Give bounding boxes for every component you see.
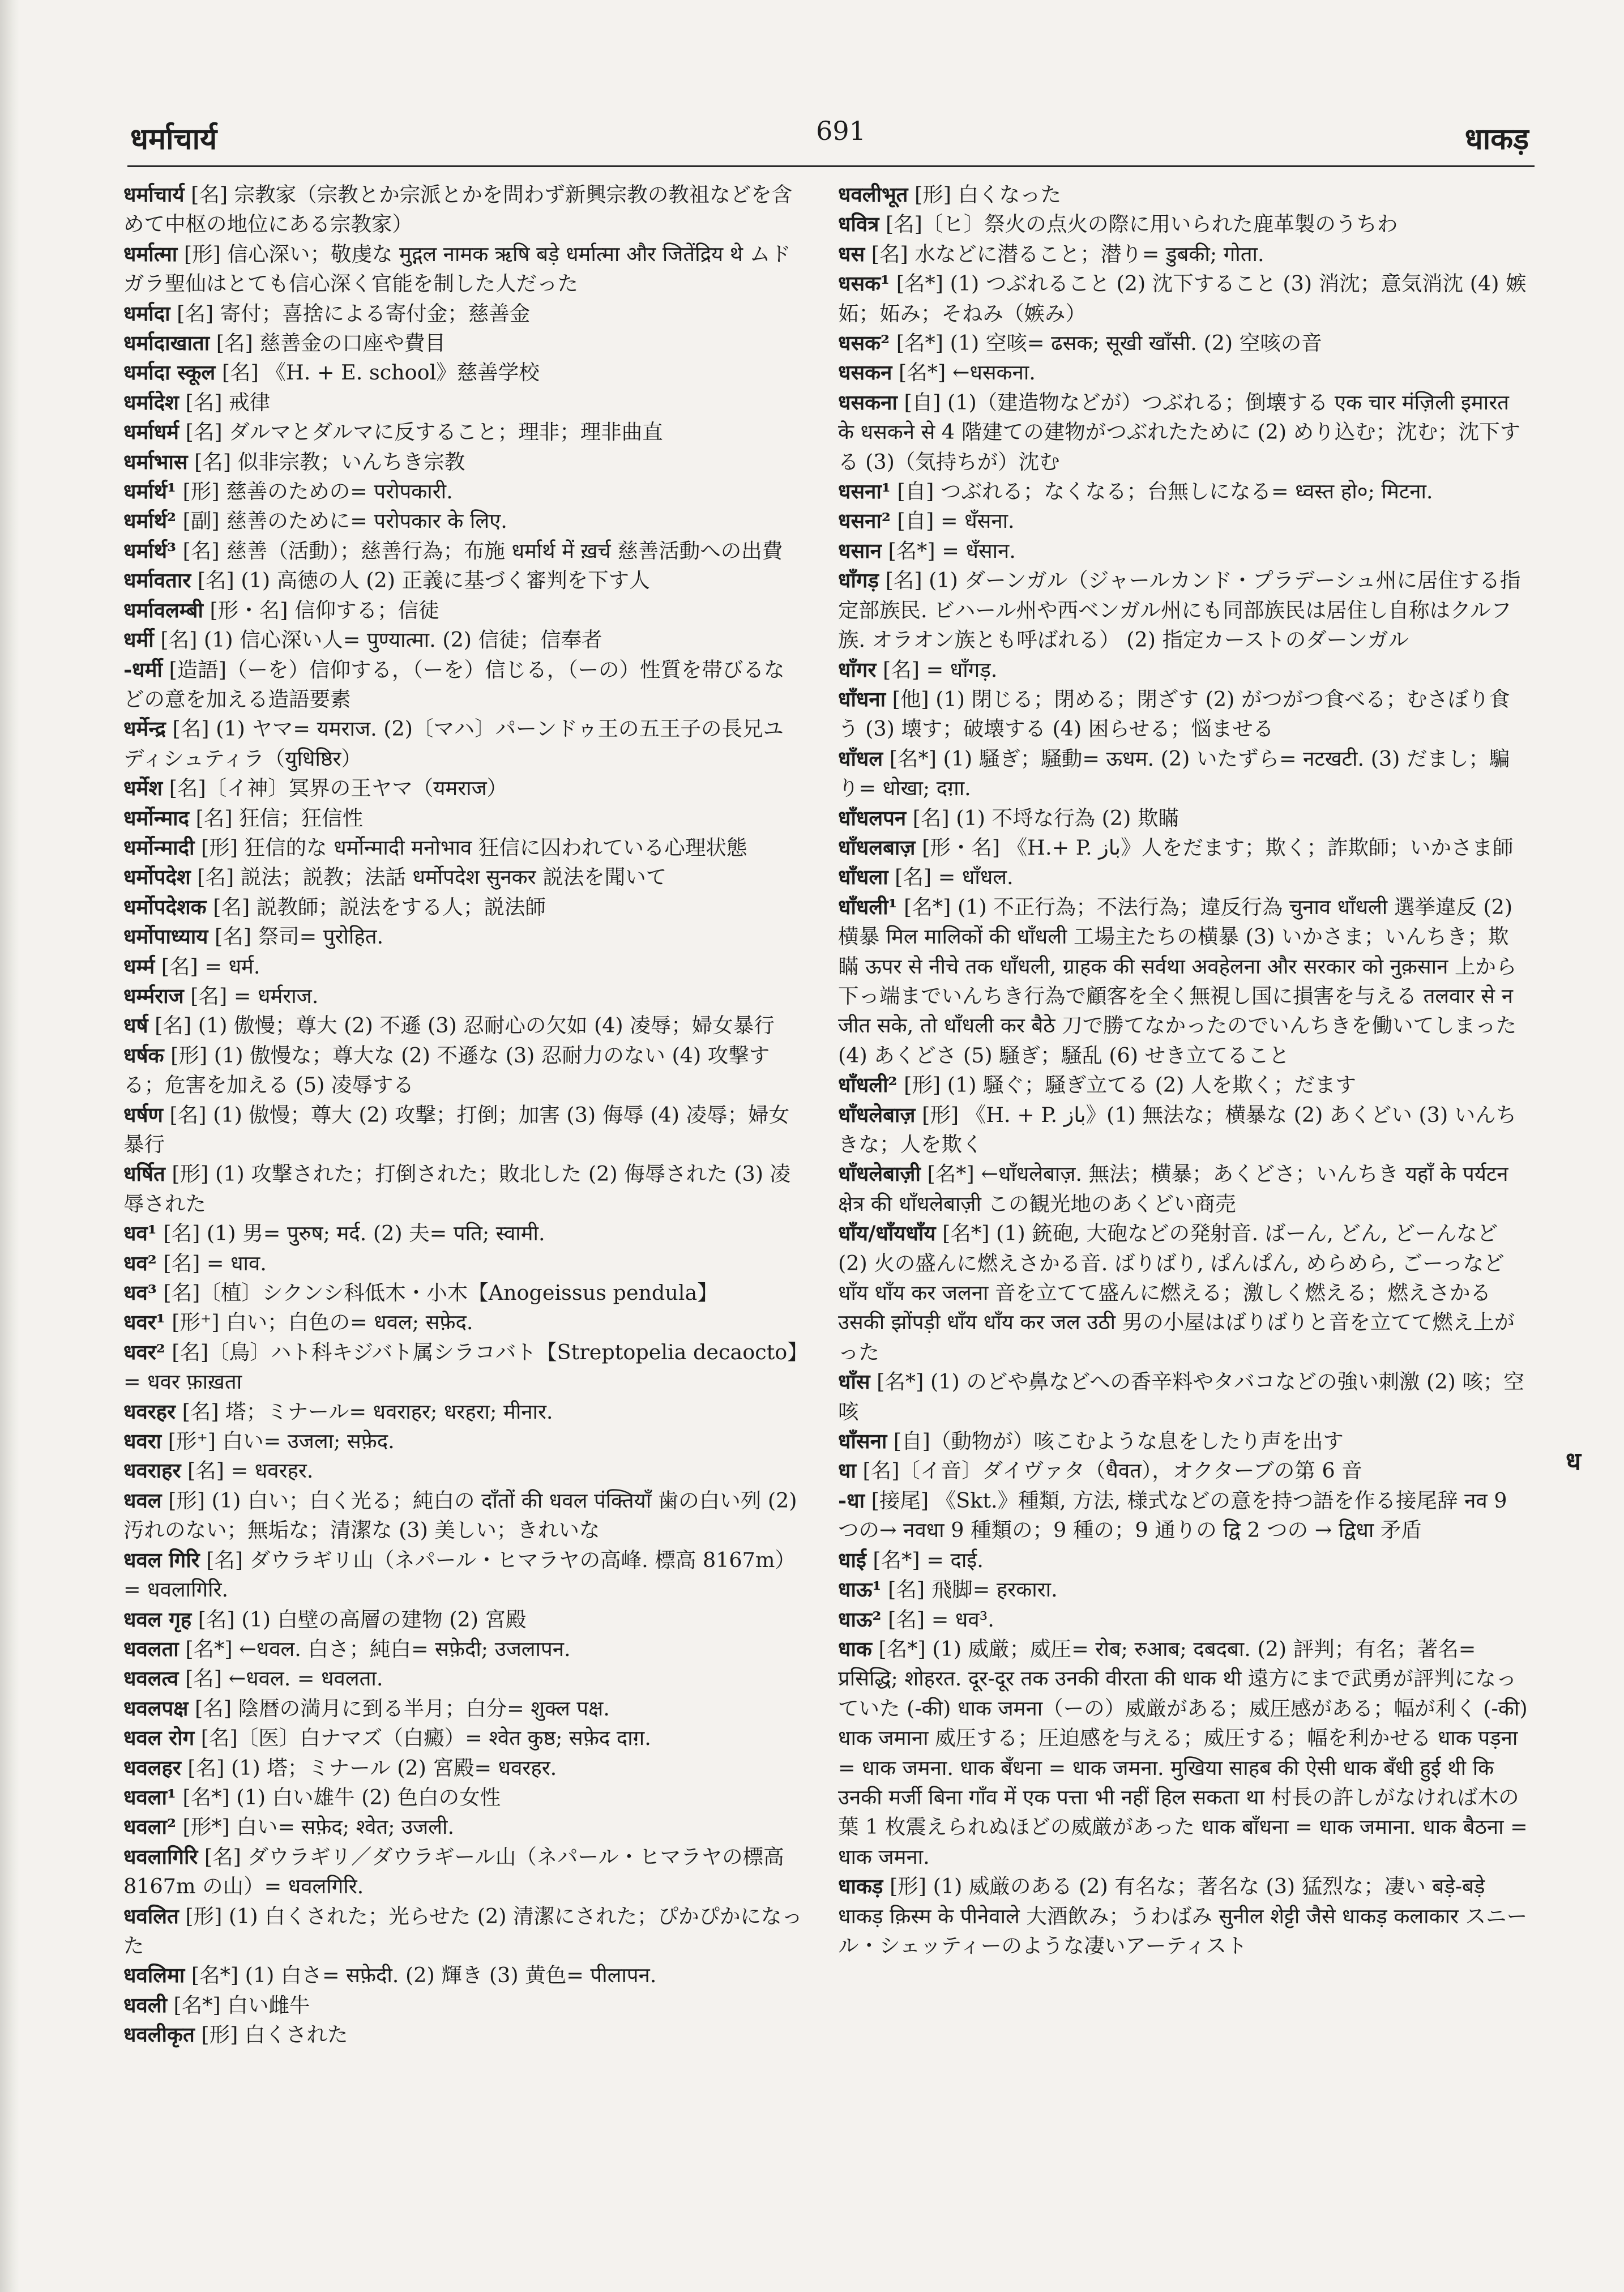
scan-edge bbox=[0, 0, 19, 2292]
entry-headword: धर्मार्थ¹ bbox=[123, 479, 177, 504]
dictionary-entry bbox=[838, 180, 1529, 210]
entry-definition: [自] = धँसना. bbox=[890, 509, 1015, 533]
entry-definition: [名*] ←धसकना. bbox=[892, 360, 1036, 385]
entry-definition: [自] つぶれる；なくなる；台無しになる= ध्वस्त हो०; मिटना. bbox=[890, 479, 1433, 504]
dictionary-entry bbox=[838, 1100, 1529, 1160]
entry-headword: धव² bbox=[123, 1250, 157, 1275]
entry-definition: [名] 祭司= पुरोहित. bbox=[208, 924, 384, 949]
dictionary-entry bbox=[838, 1367, 1529, 1427]
entry-headword: धवलता bbox=[123, 1636, 179, 1661]
entry-headword: धर्मार्थ³ bbox=[123, 538, 177, 563]
dictionary-entry bbox=[123, 714, 803, 774]
dictionary-entry bbox=[123, 596, 803, 625]
entry-definition: [名] ダルマとダルマに反すること；理非；理非曲直 bbox=[179, 420, 663, 445]
entry-definition: [名*] ←धवल. 白さ；純白= सफ़ेदी; उजलापन. bbox=[178, 1636, 571, 1661]
entry-definition: [自]（動物が）咳こむような息をしたり声を出す bbox=[887, 1429, 1344, 1454]
entry-headword: धर्मोपाध्याय bbox=[123, 924, 208, 949]
entry-headword: धवल गृह bbox=[123, 1607, 192, 1632]
entry-headword: धसान bbox=[838, 538, 882, 563]
entry-headword: धवल गिरि bbox=[123, 1547, 200, 1572]
dictionary-entry bbox=[123, 1991, 803, 2020]
dictionary-entry bbox=[838, 240, 1529, 269]
dictionary-entry bbox=[838, 1456, 1529, 1486]
entry-definition: [名] ←धवल. = धवलता. bbox=[178, 1666, 383, 1691]
entry-definition: [形] (1) 白くされた；光らせた (2) 清潔にされた；ぴかぴかになった bbox=[123, 1903, 803, 1958]
entry-headword: धवली bbox=[123, 1992, 167, 2017]
entry-definition: [名] 慈善金の口座や費目 bbox=[210, 331, 446, 356]
entry-headword: धर्म्मराज bbox=[123, 983, 184, 1008]
entry-definition: [名] = धर्मराज. bbox=[183, 983, 319, 1008]
entry-headword: धर्मादा bbox=[123, 301, 170, 326]
entry-headword: धाऊ¹ bbox=[838, 1577, 882, 1602]
entry-definition: [名] 説教師；説法をする人；説法師 bbox=[206, 894, 546, 919]
header-rule bbox=[127, 165, 1535, 167]
entry-headword: धाँधली¹ bbox=[838, 894, 898, 919]
entry-definition: [名] (1) 不埒な行為 (2) 欺瞞 bbox=[906, 805, 1179, 830]
entry-definition: [名]〔イ音〕ダイヴァタ（धैवत），オクターブの第 6 音 bbox=[856, 1458, 1362, 1483]
entry-headword: धर्मोन्माद bbox=[123, 805, 189, 830]
entry-definition: [名] 《H. + E. school》慈善学校 bbox=[215, 360, 540, 385]
entry-definition: [名*] (1) 白い雄牛 (2) 色白の女性 bbox=[176, 1785, 501, 1809]
entry-headword: धसक¹ bbox=[838, 271, 890, 296]
dictionary-entry bbox=[123, 1397, 803, 1427]
dictionary-entry bbox=[838, 328, 1529, 358]
left-running-headword: धर्माचार्य bbox=[130, 122, 217, 156]
dictionary-entry bbox=[123, 1338, 803, 1397]
entry-headword: धवरहर bbox=[123, 1399, 176, 1424]
entry-definition: [名] 戒律 bbox=[178, 390, 271, 415]
entry-headword: धर्षक bbox=[123, 1043, 164, 1068]
thumb-index: ध bbox=[1566, 1447, 1582, 1476]
entry-definition: [形⁺] 白い= उजला; सफ़ेद. bbox=[161, 1429, 395, 1454]
dictionary-entry bbox=[838, 833, 1529, 863]
dictionary-entry bbox=[838, 566, 1529, 655]
dictionary-entry bbox=[123, 358, 803, 387]
entry-headword: धव¹ bbox=[123, 1221, 157, 1246]
entry-definition: [名*] (1) 白さ= सफ़ेदी. (2) 輝き (3) 黄色= पीलापन. bbox=[185, 1963, 657, 1988]
entry-headword: धर्मावतार bbox=[123, 568, 191, 593]
dictionary-entry bbox=[123, 506, 803, 536]
entry-headword: धाकड़ bbox=[838, 1874, 883, 1899]
entry-headword: धवर¹ bbox=[123, 1310, 165, 1335]
entry-definition: [形] (1) 攻撃された；打倒された；敗北した (2) 侮辱された (3) 凌辱された bbox=[123, 1162, 791, 1216]
entry-headword: धवला² bbox=[123, 1815, 176, 1839]
dictionary-entry bbox=[123, 625, 803, 655]
entry-headword: धर्ष bbox=[123, 1013, 148, 1038]
entry-headword: धवल रोग bbox=[123, 1726, 195, 1751]
entry-headword: धर्मादा स्कूल bbox=[123, 360, 216, 385]
entry-definition: [形・名] 《H.+ P. باز》人をだます；欺く；詐欺師；いかさま師 bbox=[915, 835, 1514, 860]
entry-definition: [名] 宗教家（宗教とか宗派とかを問わず新興宗教の教祖などを含めて中枢の地位にある宗教家） bbox=[123, 182, 793, 237]
entry-definition: [名] 似非宗教；いんちき宗教 bbox=[187, 449, 465, 474]
entry-definition: [名*] 白い雌牛 bbox=[166, 1992, 310, 2017]
entry-headword: धाँधलपन bbox=[838, 805, 907, 830]
entry-definition: [名] 狂信；狂信性 bbox=[189, 805, 364, 830]
entry-definition: [名*] (1) 不正行為；不法行為；違反行為 चुनाव धाँधली 選挙違反 (2) 横暴 मिल मालिकों की धाँधली 工場主たちの横暴 (3) いかさま；いんちき；欺瞞 ऊपर से नीचे तक धाँधली, ग्राहक की सर्वथा अवहेलना और सरकार को नुक़सान 上から下っ端までいんちき行為で顧客を全く無視し国に損害を与える तलवार से न जीत सके, तो धाँधली कर बैठे 刀で勝てなかったのでいんちきを働いてしまった (4) あくどさ (5) 騒ぎ；騒乱 (6) せき立てること bbox=[838, 894, 1517, 1068]
entry-definition: [名] (1) 傲慢；尊大 (2) 攻撃；打倒；加害 (3) 侮辱 (4) 凌辱；婦女暴行 bbox=[123, 1102, 790, 1156]
entry-definition: [形] 《H. + P. باز》(1) 無法な；横暴な (2) あくどい (3) いんちきな；人を欺く bbox=[838, 1102, 1517, 1156]
entry-headword: धवलिमा bbox=[123, 1963, 185, 1988]
dictionary-entry bbox=[123, 1249, 803, 1278]
dictionary-entry bbox=[123, 1219, 803, 1248]
dictionary-entry bbox=[123, 1961, 803, 1990]
entry-definition: [名*] ←धाँधलेबाज़. 無法；横暴；あくどさ；いんちき यहाँ के पर्यटन क्षेत्र की धाँधलेबाज़ी この観光地のあくどい商売 bbox=[838, 1162, 1508, 1216]
entry-definition: [名*] (1) 銃砲, 大砲などの発射音. ばーん, どん, どーんなど (2) 火の盛んに燃えさかる音. ばりばり, ぱんぱん, めらめら, ごーっなど धाँय धाँय कर जलना 音を立てて盛んに燃える；激しく燃える；燃えさかる उसकी झोंपड़ी धाँय धाँय कर जल उठी 男の小屋はばりばりと音を立てて燃え上がった bbox=[838, 1221, 1515, 1364]
entry-definition: [名*] (1) のどや鼻などへの香辛料やタバコなどの強い刺激 (2) 咳；空咳 bbox=[838, 1369, 1524, 1424]
dictionary-entry bbox=[838, 1634, 1529, 1872]
dictionary-entry bbox=[123, 1902, 803, 1961]
entry-definition: [形*] 白い= सफ़ेद; श्वेत; उजली. bbox=[176, 1815, 455, 1839]
dictionary-entry bbox=[123, 1278, 803, 1308]
entry-headword: धसना¹ bbox=[838, 479, 891, 504]
dictionary-entry bbox=[123, 833, 803, 863]
dictionary-entry bbox=[123, 1842, 803, 1902]
entry-definition: [名] (1) 男= पुरुष; मर्द. (2) 夫= पति; स्वामी. bbox=[156, 1221, 545, 1246]
entry-definition: [形] 信心深い；敬虔な मुद्गल नामक ऋषि बड़े धर्मात्मा और जितेंद्रिय थे ムドガラ聖仙はとても信心深く官能を制した人だった bbox=[123, 241, 791, 296]
entry-headword: धर्मावलम्बी bbox=[123, 597, 203, 622]
entry-headword: धस bbox=[838, 241, 865, 266]
entry-definition: [名] ダウラギリ山（ネパール・ヒマラヤの高峰. 標高 8167m）= धवलागिरि. bbox=[123, 1547, 796, 1602]
dictionary-entry bbox=[123, 1011, 803, 1040]
entry-definition: [名] (1) 高徳の人 (2) 正義に基づく審判を下す人 bbox=[191, 568, 650, 593]
entry-definition: [名] = धव³. bbox=[881, 1607, 994, 1632]
entry-headword: धवराहर bbox=[123, 1458, 181, 1483]
dictionary-entry bbox=[123, 536, 803, 566]
page-header bbox=[130, 108, 1529, 159]
entry-definition: [形] 白くされた bbox=[194, 2022, 348, 2047]
entry-definition: [形] (1) 威厳のある (2) 有名な；著名な (3) 猛烈な；凄い बड़े-बड़े धाकड़ क़िस्म के पीनेवाले 大酒飲み；うわばみ सुनील शेट्टी जैसे धाकड़ कलाकार スニール・シェッティーのような凄いアーティスト bbox=[838, 1874, 1528, 1958]
entry-headword: धर्षण bbox=[123, 1102, 163, 1127]
entry-definition: [名] (1) ヤマ= यमराज. (2)〔マハ〕パーンドゥ王の五王子の長兄ユディシュティラ（युधिष्ठिर） bbox=[123, 716, 784, 771]
entry-definition: [形] (1) 騒ぐ；騒ぎ立てる (2) 人を欺く；だます bbox=[897, 1073, 1356, 1098]
dictionary-entry bbox=[123, 1634, 803, 1664]
entry-headword: धव³ bbox=[123, 1281, 157, 1305]
entry-headword: धाँगड़ bbox=[838, 568, 879, 593]
entry-headword: -धा bbox=[838, 1488, 865, 1513]
entry-definition: [名] (1) 塔；ミナール (2) 宮殿= धवरहर. bbox=[181, 1755, 557, 1780]
dictionary-entry bbox=[838, 1605, 1529, 1634]
dictionary-entry bbox=[123, 477, 803, 506]
entry-headword: धर्मार्थ² bbox=[123, 509, 177, 533]
dictionary-entry bbox=[838, 1486, 1529, 1546]
entry-headword: धवलहर bbox=[123, 1755, 181, 1780]
entry-headword: धवलित bbox=[123, 1903, 179, 1928]
entry-definition: [名]〔鳥〕ハト科キジバト属シラコバト【Streptopelia decaocto】= धवर फ़ाख़ता bbox=[123, 1339, 798, 1394]
dictionary-entry bbox=[123, 1486, 803, 1546]
entry-headword: धर्माभास bbox=[123, 449, 188, 474]
entry-headword: धवल bbox=[123, 1488, 162, 1513]
entry-headword: धर्मी bbox=[123, 628, 154, 652]
entry-definition: [名] = धाँगड़. bbox=[876, 657, 998, 682]
dictionary-entry bbox=[123, 1427, 803, 1456]
entry-headword: धाँसना bbox=[838, 1429, 887, 1454]
entry-definition: [形] 狂信的な धर्मोन्मादी मनोभाव 狂信に囚われている心理状態 bbox=[194, 835, 747, 860]
entry-headword: धर्मोपदेश bbox=[123, 865, 191, 890]
entry-definition: [接尾] 《Skt.》種類, 方法, 様式などの意を持つ語を作る接尾辞 नव 9 つの→ नवधा 9 種類の；9 種の；9 通りの द्वि 2 つの → द्विधा 矛盾 bbox=[838, 1488, 1507, 1543]
entry-headword: धर्मादेश bbox=[123, 390, 179, 415]
entry-headword: धाँधलेबाज़ी bbox=[838, 1162, 921, 1186]
dictionary-entry bbox=[838, 1575, 1529, 1604]
entry-definition: [名] (1) ダーンガル（ジャールカンド・プラデーシュ州に居住する指定部族民. ビハール州や西ベンガル州にも同部族民は居住し自称はクルフ族. オラオン族とも呼ばれる） (2) 指定カーストのダーンガル bbox=[838, 568, 1521, 652]
entry-headword: धाँधला bbox=[838, 865, 888, 890]
dictionary-entry bbox=[123, 1456, 803, 1486]
dictionary-entry bbox=[123, 1694, 803, 1723]
dictionary-entry bbox=[123, 566, 803, 595]
dictionary-entry bbox=[838, 210, 1529, 239]
dictionary-entry bbox=[838, 506, 1529, 536]
entry-definition: [名] = धवरहर. bbox=[181, 1458, 314, 1483]
dictionary-entry bbox=[123, 952, 803, 981]
entry-definition: [名*] (1) 空咳= ढसक; सूखी खाँसी. (2) 空咳の音 bbox=[890, 331, 1322, 356]
dictionary-entry bbox=[838, 1427, 1529, 1456]
entry-headword: धवलपक्ष bbox=[123, 1696, 189, 1721]
entry-definition: [名*] = दाई. bbox=[866, 1547, 984, 1572]
entry-definition: [形・名] 信仰する；信徒 bbox=[203, 597, 439, 622]
dictionary-entry bbox=[838, 1219, 1529, 1367]
dictionary-entry bbox=[123, 1753, 803, 1783]
dictionary-entry bbox=[838, 685, 1529, 744]
entry-headword: धर्मेश bbox=[123, 776, 163, 801]
dictionary-entry bbox=[838, 804, 1529, 833]
entry-headword: धवलत्व bbox=[123, 1666, 179, 1691]
dictionary-entry bbox=[123, 922, 803, 951]
dictionary-entry bbox=[123, 1723, 803, 1753]
dictionary-entry bbox=[123, 1664, 803, 1693]
dictionary-entry bbox=[123, 388, 803, 417]
dictionary-entry bbox=[123, 2020, 803, 2050]
dictionary-entry bbox=[123, 447, 803, 477]
dictionary-entry bbox=[123, 1605, 803, 1634]
entry-definition: [名] (1) 信心深い人= पुण्यात्मा. (2) 信徒；信奉者 bbox=[153, 628, 602, 652]
entry-headword: धर्मादाखाता bbox=[123, 331, 210, 356]
entry-definition: [形] 慈善のための= परोपकारी. bbox=[176, 479, 453, 504]
dictionary-entry bbox=[123, 893, 803, 922]
entry-definition: [自] (1)（建造物などが）つぶれる；倒壊する एक चार मंज़िली इमारत के धसकने से 4 階建ての建物がつぶれたために (2) めり込む；沈む；沈下する (3)（気持ちが）沈む bbox=[838, 390, 1521, 474]
dictionary-entry bbox=[123, 804, 803, 833]
entry-headword: धसक² bbox=[838, 331, 890, 356]
entry-definition: [造語]（ーを）信仰する，（ーを）信じる，（ーの）性質を帯びるなどの意を加える造語要素 bbox=[123, 657, 785, 711]
entry-headword: धवला¹ bbox=[123, 1785, 176, 1809]
entry-definition: [名] = धाँधल. bbox=[888, 865, 1014, 890]
entry-headword: धवित्र bbox=[838, 212, 879, 237]
entry-definition: [名*] = धँसान. bbox=[881, 538, 1016, 563]
entry-headword: धाँधली² bbox=[838, 1073, 898, 1098]
dictionary-entry bbox=[838, 863, 1529, 892]
entry-headword: धवर² bbox=[123, 1339, 165, 1364]
dictionary-entry bbox=[838, 1159, 1529, 1219]
dictionary-entry bbox=[838, 1546, 1529, 1575]
entry-definition: [名] = धाव. bbox=[156, 1250, 267, 1275]
entry-definition: [他] (1) 閉じる；閉める；閉ざす (2) がつがつ食べる；むさぼり食う (3) 壊す；破壊する (4) 困らせる；悩ませる bbox=[838, 686, 1510, 741]
entry-headword: धाँधना bbox=[838, 686, 886, 711]
dictionary-entry bbox=[123, 1308, 803, 1337]
dictionary-entry bbox=[123, 180, 803, 240]
entry-definition: [名*] (1) つぶれること (2) 沈下すること (3) 消沈；意気消沈 (4) 嫉妬；妬み；そねみ（嫉み） bbox=[838, 271, 1527, 326]
entry-headword: धाँस bbox=[838, 1369, 870, 1394]
entry-headword: धर्षित bbox=[123, 1162, 165, 1186]
entry-definition: [名] = धर्म. bbox=[155, 954, 260, 979]
dictionary-entry bbox=[123, 1546, 803, 1605]
entry-headword: धाँय/धाँयधाँय bbox=[838, 1221, 936, 1246]
entry-headword: धाँधल bbox=[838, 746, 883, 771]
dictionary-entry bbox=[838, 388, 1529, 477]
dictionary-entry bbox=[123, 655, 803, 715]
dictionary-entry bbox=[838, 1070, 1529, 1100]
entry-definition: [名]〔医〕白ナマズ（白癜）= श्वेत कुष्ठ; सफ़ेद दाग़. bbox=[194, 1726, 651, 1751]
dictionary-entry bbox=[838, 744, 1529, 804]
page-number: 691 bbox=[816, 116, 866, 146]
entry-headword: धा bbox=[838, 1458, 856, 1483]
entry-definition: [名] (1) 白壁の高層の建物 (2) 宮殿 bbox=[191, 1607, 527, 1632]
entry-definition: [名] 慈善（活動）；慈善行為；布施 धर्मार्थ में ख़र्च 慈善活動への出費 bbox=[176, 538, 783, 563]
entry-headword: -धर्मी bbox=[123, 657, 163, 682]
dictionary-entry bbox=[838, 893, 1529, 1070]
dictionary-entry bbox=[123, 774, 803, 803]
entry-definition: [名] ダウラギリ／ダウラギール山（ネパール・ヒマラヤの標高 8167m の山）= धवलगिरि. bbox=[123, 1844, 784, 1899]
dictionary-entry bbox=[123, 981, 803, 1011]
entry-headword: धर्मोपदेशक bbox=[123, 894, 207, 919]
dictionary-entry bbox=[838, 477, 1529, 506]
entry-headword: धसकन bbox=[838, 360, 892, 385]
dictionary-entry bbox=[123, 863, 803, 892]
entry-definition: [名]〔イ神〕冥界の王ヤマ（यमराज） bbox=[163, 776, 508, 801]
entry-headword: धवलागिरि bbox=[123, 1844, 198, 1869]
entry-definition: [形] (1) 傲慢な；尊大な (2) 不遜な (3) 忍耐力のない (4) 攻撃する；危害を加える (5) 凌辱する bbox=[123, 1043, 770, 1098]
entry-definition: [名] (1) 傲慢；尊大 (2) 不遜 (3) 忍耐心の欠如 (4) 凌辱；婦女暴行 bbox=[148, 1013, 775, 1038]
entry-definition: [名*] (1) 騒ぎ；騒動= ऊधम. (2) いたずら= नटखटी. (3) だまし；騙り= धोखा; दग़ा. bbox=[838, 746, 1510, 801]
entry-headword: धाँधलबाज़ bbox=[838, 835, 916, 860]
entry-headword: धाई bbox=[838, 1547, 866, 1572]
entry-headword: धवलीकृत bbox=[123, 2022, 195, 2047]
left-column bbox=[123, 180, 803, 2050]
entry-headword: धर्मेन्द्र bbox=[123, 716, 166, 741]
entry-headword: धवरा bbox=[123, 1429, 162, 1454]
entry-headword: धर्माचार्य bbox=[123, 182, 185, 207]
dictionary-entry bbox=[123, 1812, 803, 1842]
entry-definition: [名] 塔；ミナール= धवराहर; धरहरा; मीनार. bbox=[175, 1399, 553, 1424]
entry-definition: [名*] (1) 威厳；威圧= रोब; रुआब; दबदबा. (2) 評判；有名；著名= प्रसिद्धि; शोहरत. दूर-दूर तक उनकी वीरता की धाक थी 遠方にまで武勇が評判になっていた (-की) धाक जमना（ーの）威厳がある；威圧感がある；幅が利く (-की) धाक जमाना 威圧する；圧迫感を与える；威圧する；幅を利かせる धाक पड़ना = धाक जमना. धाक बँधना = धाक जमना. मुखिया साहब की ऐसी धाक बँधी हुई थी कि उनकी मर्जी बिना गाँव में एक पत्ता भी नहीं हिल सकता था 村長の許しがなければ木の葉 1 枚震えられぬほどの威厳があった धाक बाँधना = धाक जमाना. धाक बैठना = धाक जमना. bbox=[838, 1636, 1528, 1869]
entry-headword: धाँगर bbox=[838, 657, 877, 682]
entry-headword: धाक bbox=[838, 1636, 872, 1661]
dictionary-entry bbox=[838, 1872, 1529, 1961]
dictionary-entry bbox=[123, 417, 803, 447]
dictionary-entry bbox=[838, 536, 1529, 566]
right-running-headword: धाकड़ bbox=[1464, 122, 1529, 156]
entry-definition: [名] 説法；説教；法話 धर्मोपदेश सुनकर 説法を聞いて bbox=[190, 865, 667, 890]
dictionary-entry bbox=[838, 655, 1529, 685]
entry-definition: [名] 飛脚= हरकारा. bbox=[881, 1577, 1058, 1602]
dictionary-entry bbox=[123, 240, 803, 299]
dictionary-entry bbox=[123, 1100, 803, 1160]
entry-headword: धाँधलेबाज़ bbox=[838, 1102, 916, 1127]
entry-headword: धर्म्म bbox=[123, 954, 155, 979]
entry-headword: धर्मोन्मादी bbox=[123, 835, 195, 860]
entry-definition: [形] (1) 白い；白く光る；純白の दाँतों की धवल पंक्तियाँ 歯の白い列 (2) 汚れのない；無垢な；清潔な (3) 美しい；きれいな bbox=[123, 1488, 797, 1543]
entry-headword: धाऊ² bbox=[838, 1607, 882, 1632]
dictionary-entry bbox=[123, 1159, 803, 1219]
entry-definition: [名]〔ヒ〕祭火の点火の際に用いられた鹿革製のうちわ bbox=[879, 212, 1398, 237]
entry-headword: धसना² bbox=[838, 509, 891, 533]
dictionary-entry bbox=[123, 328, 803, 358]
dictionary-entry bbox=[123, 299, 803, 328]
entry-definition: [形] 白くなった bbox=[908, 182, 1062, 207]
entry-definition: [副] 慈善のために= परोपकार के लिए. bbox=[176, 509, 507, 533]
dictionary-entry bbox=[838, 269, 1529, 328]
entry-headword: धवलीभूत bbox=[838, 182, 908, 207]
entry-definition: [名] 寄付；喜捨による寄付金；慈善金 bbox=[170, 301, 531, 326]
dictionary-entry bbox=[838, 358, 1529, 387]
entry-definition: [名] 陰暦の満月に到る半月；白分= शुक्ल पक्ष. bbox=[188, 1696, 610, 1721]
entry-headword: धसकना bbox=[838, 390, 898, 415]
dictionary-entry bbox=[123, 1783, 803, 1812]
entry-definition: [名]〔植〕シクンシ科低木・小木【Anogeissus pendula】 bbox=[156, 1281, 718, 1305]
right-column bbox=[838, 180, 1529, 1961]
entry-headword: धर्मात्मा bbox=[123, 241, 178, 266]
entry-headword: धर्माधर्म bbox=[123, 420, 180, 445]
entry-definition: [形⁺] 白い；白色の= धवल; सफ़ेद. bbox=[165, 1310, 473, 1335]
dictionary-entry bbox=[123, 1041, 803, 1100]
entry-definition: [名] 水などに潜ること；潜り= डुबकी; गोता. bbox=[865, 241, 1264, 266]
